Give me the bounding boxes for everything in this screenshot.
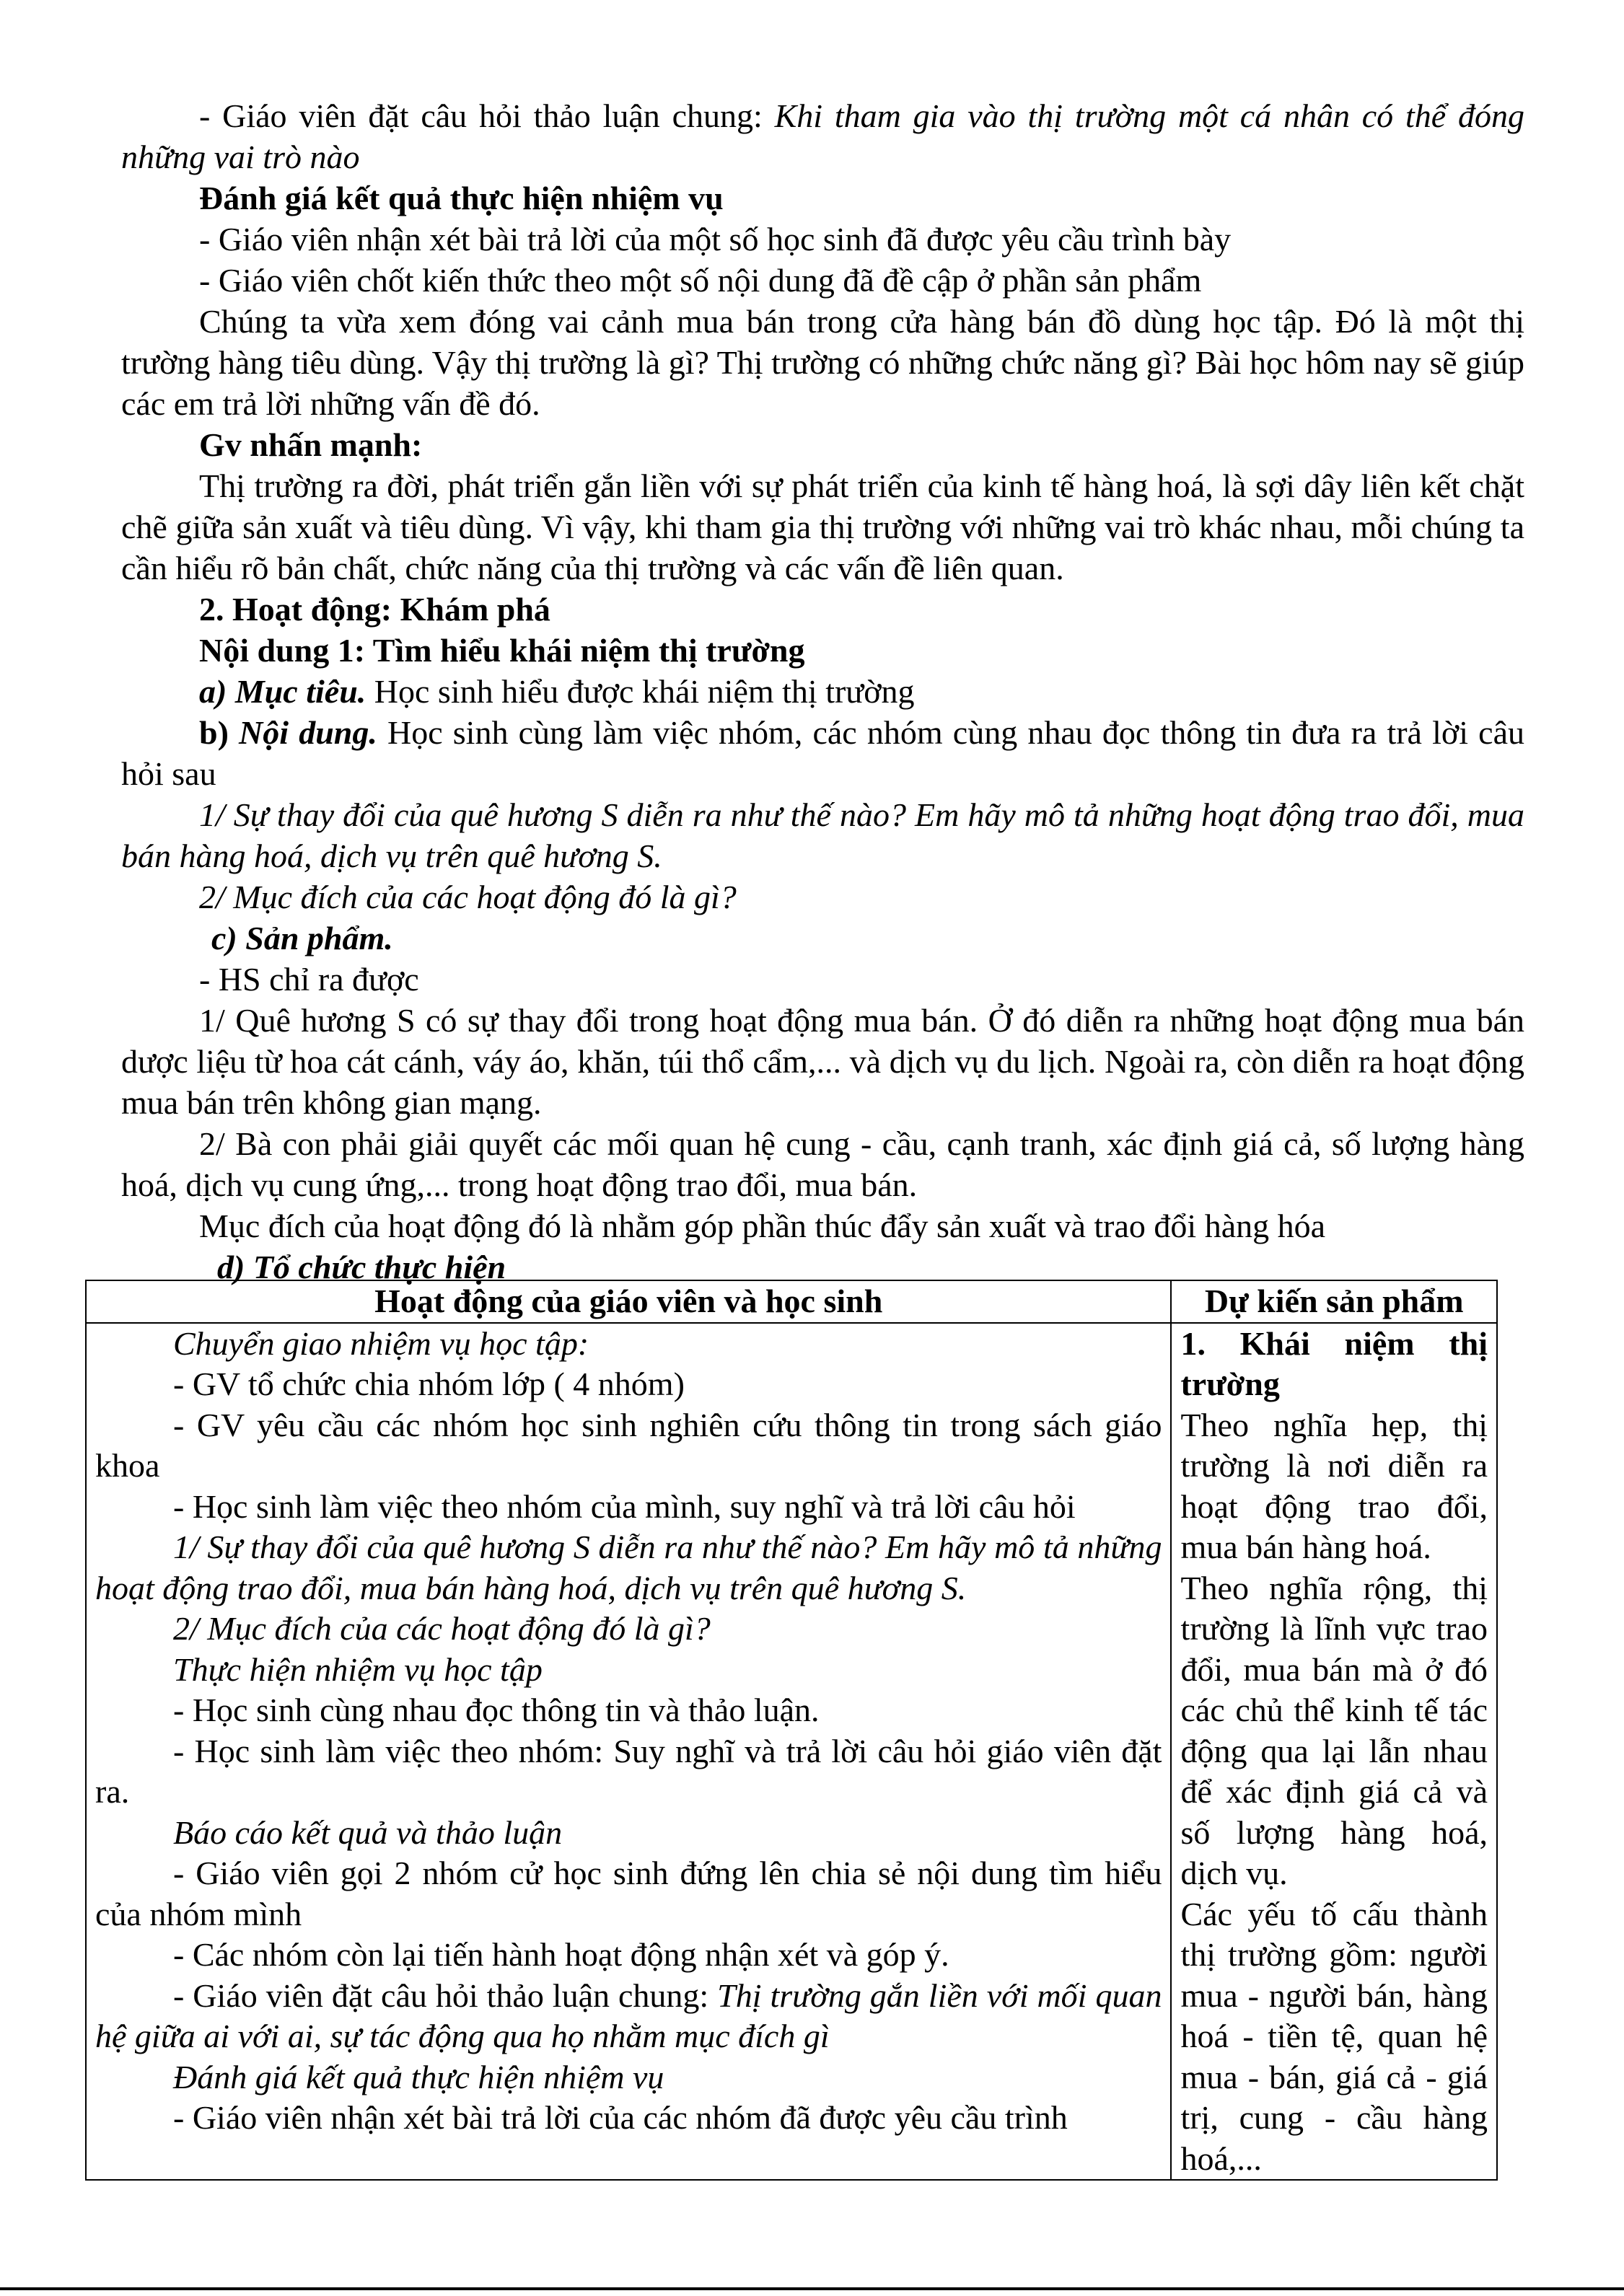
content-label: b) Nội dung. <box>199 714 377 751</box>
task-assignment-heading: Chuyển giao nhiệm vụ học tập: <box>173 1324 589 1362</box>
evaluation-item: - Giáo viên chốt kiến thức theo một số nội dung đã đề cập ở phần sản phẩm <box>199 262 1202 299</box>
table-row <box>86 1323 1497 2181</box>
activities-cell <box>86 1323 1171 2181</box>
table-header-row <box>86 1280 1497 1323</box>
content-heading: Nội dung 1: Tìm hiểu khái niệm thị trường <box>199 632 805 669</box>
product-heading: c) Sản phẩm. <box>211 920 393 956</box>
cell-line: - Học sinh làm việc theo nhóm của mình, suy nghĩ và trả lời câu hỏi <box>173 1487 1076 1525</box>
content-line: b) Nội dung. Học sinh cùng làm việc nhóm, các nhóm cùng nhau đọc thông tin đưa ra trả lời câu hỏi sau <box>121 714 1524 792</box>
cell-question-1: 1/ Sự thay đổi của quê hương S diễn ra như thế nào? Em hãy mô tả những hoạt động trao đổi, mua bán hàng hoá, dịch vụ trên quê hương S. <box>95 1529 1162 1606</box>
cell-question-2: 2/ Mục đích của các hoạt động đó là gì? <box>173 1610 711 1647</box>
report-heading: Báo cáo kết quả và thảo luận <box>173 1813 563 1851</box>
cell-line: - Học sinh làm việc theo nhóm: Suy nghĩ và trả lời câu hỏi giáo viên đặt ra. <box>95 1732 1162 1810</box>
question-2: 2/ Mục đích của các hoạt động đó là gì? <box>199 879 737 915</box>
header-expected-product: Dự kiến sản phẩm <box>1171 1280 1497 1323</box>
evaluation-item: - Giáo viên nhận xét bài trả lời của một số học sinh đã được yêu cầu trình bày <box>199 221 1232 258</box>
activity-heading: 2. Hoạt động: Khám phá <box>199 591 550 628</box>
cell-line: - GV yêu cầu các nhóm học sinh nghiên cứu thông tin trong sách giáo khoa <box>95 1406 1162 1484</box>
discussion-question: - Giáo viên đặt câu hỏi thảo luận chung: Khi tham gia vào thị trường một cá nhân có thể đóng những vai trò nào <box>121 97 1524 175</box>
cell-line: - GV tổ chức chia nhóm lớp ( 4 nhóm) <box>173 1365 685 1402</box>
evaluation-heading: Đánh giá kết quả thực hiện nhiệm vụ <box>199 180 724 216</box>
product-answer-1: 1/ Quê hương S có sự thay đổi trong hoạt động mua bán. Ở đó diễn ra những hoạt động mua bán dược liệu từ hoa cát cánh, váy áo, khăn, túi thổ cẩm,... và dịch vụ du lịch. Ngoài ra, còn diễn ra hoạt động mua bán trên không gian mạng. <box>121 1002 1524 1121</box>
document-page <box>121 95 1524 1288</box>
cell-discussion-question: - Giáo viên đặt câu hỏi thảo luận chung: Thị trường gắn liền với mối quan hệ giữa ai với ai, sự tác động qua họ nhằm mục đích gì <box>95 1976 1162 2054</box>
product-purpose: Mục đích của hoạt động đó là nhằm góp phần thúc đẩy sản xuất và trao đổi hàng hóa <box>199 1208 1326 1244</box>
product-answer-2: 2/ Bà con phải giải quyết các mối quan hệ cung - cầu, cạnh tranh, xác định giá cả, số lượng hàng hoá, dịch vụ cung ứng,... trong hoạt động trao đổi, mua bán. <box>121 1125 1524 1203</box>
concept-heading: 1. Khái niệm thị trường <box>1180 1324 1488 1402</box>
objective-line: a) Mục tiêu. Học sinh hiểu được khái niệm thị trường <box>199 673 915 710</box>
cell-line: - Các nhóm còn lại tiến hành hoạt động nhận xét và góp ý. <box>173 1936 949 1973</box>
narrow-definition: Theo nghĩa hẹp, thị trường là nơi diễn ra hoạt động trao đổi, mua bán hàng hoá. <box>1180 1406 1488 1565</box>
market-components: Các yếu tố cấu thành thị trường gồm: người mua - người bán, hàng hoá - tiền tệ, quan hệ mua - bán, giá cả - giá trị, cung - cầu hàng hoá,... <box>1180 1895 1488 2177</box>
evaluation-heading: Đánh giá kết quả thực hiện nhiệm vụ <box>173 2058 664 2095</box>
organization-heading: d) Tổ chức thực hiện <box>217 1249 506 1285</box>
product-line: - HS chỉ ra được <box>199 961 419 998</box>
broad-definition: Theo nghĩa rộng, thị trường là lĩnh vực trao đổi, mua bán mà ở đó các chủ thể kinh tế tác động qua lại lẫn nhau để xác định giá cả và số lượng hàng hoá, dịch vụ. <box>1180 1569 1488 1891</box>
cell-line: - Học sinh cùng nhau đọc thông tin và thảo luận. <box>173 1692 820 1728</box>
emphasis-heading: Gv nhấn mạnh: <box>199 426 423 463</box>
question-1: 1/ Sự thay đổi của quê hương S diễn ra như thế nào? Em hãy mô tả những hoạt động trao đổi, mua bán hàng hoá, dịch vụ trên quê hương S. <box>121 796 1524 874</box>
intro-paragraph: Chúng ta vừa xem đóng vai cảnh mua bán trong cửa hàng bán đồ dùng học tập. Đó là một thị trường hàng tiêu dùng. Vậy thị trường là gì? Thị trường có những chức năng gì? Bài học hôm nay sẽ giúp các em trả lời những vấn đề đó. <box>121 303 1524 422</box>
emphasis-paragraph: Thị trường ra đời, phát triển gắn liền với sự phát triển của kinh tế hàng hoá, là sợi dây liên kết chặt chẽ giữa sản xuất và tiêu dùng. Vì vậy, khi tham gia thị trường với những vai trò khác nhau, mỗi chúng ta cần hiểu rõ bản chất, chức năng của thị trường và các vấn đề liên quan. <box>121 467 1524 586</box>
activity-table <box>85 1280 1498 2181</box>
header-activities: Hoạt động của giáo viên và học sinh <box>86 1280 1171 1323</box>
page-bottom-rule <box>0 2287 1624 2290</box>
expected-product-cell <box>1171 1323 1497 2181</box>
cell-line: - Giáo viên gọi 2 nhóm cử học sinh đứng lên chia sẻ nội dung tìm hiểu của nhóm mình <box>95 1855 1162 1932</box>
task-execution-heading: Thực hiện nhiệm vụ học tập <box>173 1650 543 1688</box>
cell-line: - Giáo viên nhận xét bài trả lời của các nhóm đã được yêu cầu trình <box>173 2099 1068 2136</box>
